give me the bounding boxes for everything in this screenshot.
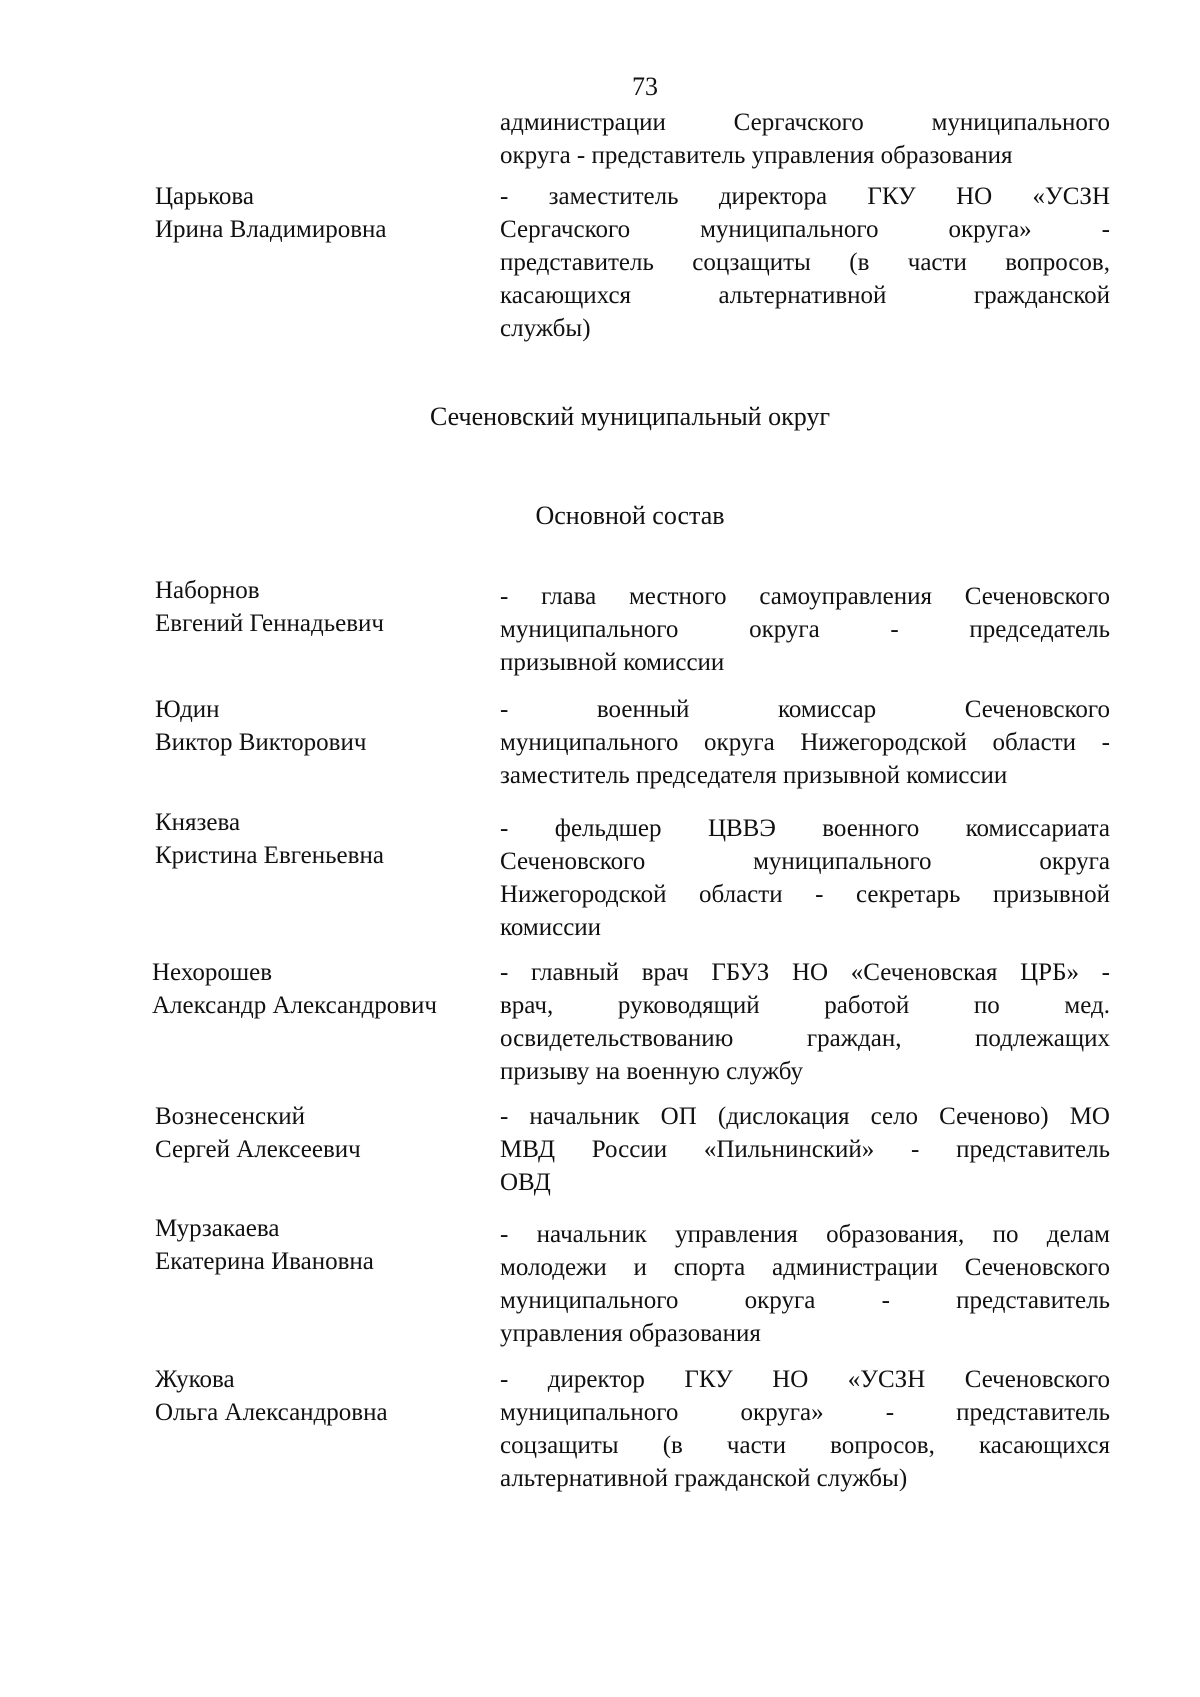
description-line: - заместитель директора ГКУ НО «УСЗН (500, 183, 1110, 210)
member-given-name: Сергей Алексеевич (155, 1136, 361, 1163)
description-line: комиссии (500, 914, 602, 941)
description-line: муниципального округа Нижегородской области - (500, 729, 1110, 756)
member-surname: Князева (155, 809, 241, 836)
description-line: - директор ГКУ НО «УСЗН Сеченовского (500, 1366, 1110, 1393)
section-title: Сеченовский муниципальный округ (429, 402, 831, 431)
member-surname: Наборнов (155, 577, 260, 604)
member-description (500, 180, 1110, 345)
description-line: - начальник управления образования, по делам (500, 1221, 1110, 1248)
member-surname: Жукова (155, 1366, 235, 1393)
description-line: муниципального округа - председатель (500, 616, 1110, 643)
member-name (155, 180, 485, 246)
description-line: касающихся альтернативной гражданской (500, 282, 1110, 309)
description-line: соцзащиты (в части вопросов, касающихся (500, 1432, 1110, 1459)
member-description (500, 1100, 1110, 1199)
description-line: - главный врач ГБУЗ НО «Сеченовская ЦРБ» - (500, 959, 1110, 986)
description-line: врач, руководящий работой по мед. (500, 992, 1110, 1019)
member-name (155, 693, 485, 759)
description-line: представитель соцзащиты (в части вопросов, (500, 249, 1110, 276)
member-surname: Вознесенский (155, 1103, 306, 1130)
member-description (500, 1218, 1110, 1350)
description-line: Сеченовского муниципального округа (500, 848, 1110, 875)
member-given-name: Екатерина Ивановна (155, 1248, 374, 1275)
member-surname: Нехорошев (152, 959, 273, 986)
member-name (152, 956, 482, 1022)
member-description (500, 106, 1110, 172)
member-given-name: Ирина Владимировна (155, 216, 387, 243)
description-line: управления образования (500, 1320, 761, 1347)
description-line: ОВД (500, 1169, 551, 1196)
description-line: Нижегородской области - секретарь призывной (500, 881, 1110, 908)
member-name (155, 1363, 485, 1429)
member-description (500, 580, 1110, 679)
description-line: службы) (500, 315, 591, 342)
member-description (500, 1363, 1110, 1495)
description-line: округа - представитель управления образования (500, 142, 1013, 169)
description-line: альтернативной гражданской службы) (500, 1465, 908, 1492)
description-line: муниципального округа - представитель (500, 1287, 1110, 1314)
description-line: администрации Сергачского муниципального (500, 109, 1110, 136)
description-line: муниципального округа» - представитель (500, 1399, 1110, 1426)
member-name (155, 1100, 485, 1166)
description-line: - начальник ОП (дислокация село Сеченово) МО (500, 1103, 1110, 1130)
subsection-title: Основной состав (535, 501, 725, 530)
member-given-name: Кристина Евгеньевна (155, 842, 384, 869)
member-surname: Мурзакаева (155, 1215, 280, 1242)
page-number: 73 (632, 72, 658, 101)
member-surname: Юдин (155, 696, 220, 723)
member-name (155, 1212, 485, 1278)
member-description (500, 956, 1110, 1088)
member-description (500, 812, 1110, 944)
description-line: МВД России «Пильнинский» - представитель (500, 1136, 1110, 1163)
description-line: призывной комиссии (500, 649, 725, 676)
member-given-name: Виктор Викторович (155, 729, 367, 756)
description-line: заместитель председателя призывной комиссии (500, 762, 1008, 789)
description-line: призыву на военную службу (500, 1058, 804, 1085)
description-line: молодежи и спорта администрации Сеченовского (500, 1254, 1110, 1281)
description-line: - фельдшер ЦВВЭ военного комиссариата (500, 815, 1110, 842)
member-given-name: Ольга Александровна (155, 1399, 388, 1426)
description-line: Сергачского муниципального округа» - (500, 216, 1110, 243)
member-given-name: Евгений Геннадьевич (155, 610, 384, 637)
member-name (155, 806, 485, 872)
description-line: - глава местного самоуправления Сеченовского (500, 583, 1110, 610)
member-surname: Царькова (155, 183, 254, 210)
description-line: освидетельствованию граждан, подлежащих (500, 1025, 1110, 1052)
member-name (155, 574, 485, 640)
member-description (500, 693, 1110, 792)
description-line: - военный комиссар Сеченовского (500, 696, 1110, 723)
member-given-name: Александр Александрович (152, 992, 437, 1019)
